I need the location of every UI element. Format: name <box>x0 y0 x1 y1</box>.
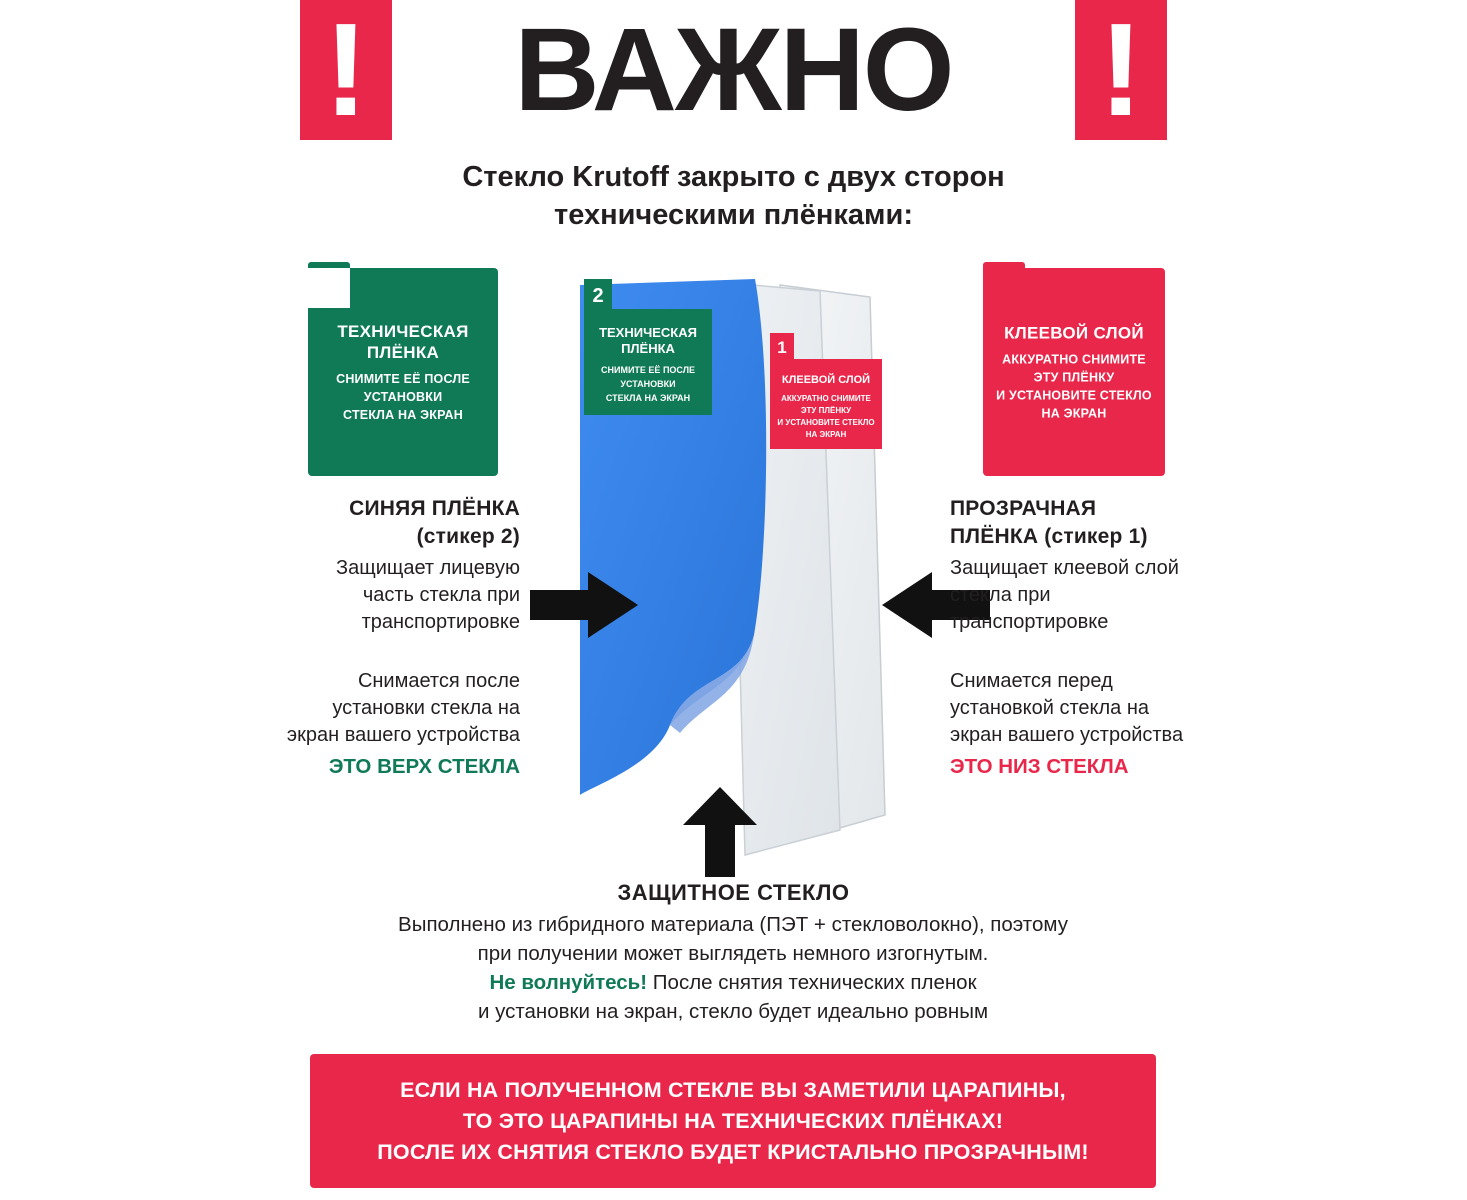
green-card-title-line1: ТЕХНИЧЕСКАЯ <box>337 322 469 341</box>
blue-sheet-sub-2: УСТАНОВКИ <box>620 379 676 389</box>
clear-sheet-sub-2: ЭТУ ПЛЁНКУ <box>800 406 852 415</box>
right-label-heading-2: ПЛЁНКА (стикер 1) <box>950 525 1148 548</box>
arrow-up-icon <box>680 785 760 877</box>
green-card <box>308 268 498 476</box>
glass-section-title: ЗАЩИТНОЕ СТЕКЛО <box>617 880 850 905</box>
subtitle-line-2: техническими плёнками: <box>554 199 913 231</box>
blue-sheet-title-2: ПЛЁНКА <box>621 341 675 356</box>
glass-line-3-bold: Не волнуйтесь! <box>489 971 648 994</box>
subtitle <box>0 158 1467 234</box>
clear-sheet-number-text: 1 <box>777 338 787 357</box>
red-card-sub2: ЭТУ ПЛЁНКУ <box>1033 370 1115 385</box>
red-card <box>983 268 1165 476</box>
red-card-title: КЛЕЕВОЙ СЛОЙ <box>1004 323 1144 343</box>
red-card-sub4: НА ЭКРАН <box>1041 406 1107 421</box>
page-title: ВАЖНО <box>514 4 953 136</box>
exclamation-right-icon: ! <box>1075 0 1167 140</box>
right-label-block <box>950 495 1190 780</box>
right-label-body-2: Снимается перед установкой стекла на экран вашего устройства <box>950 670 1184 746</box>
left-label-heading-2: (стикер 2) <box>416 525 520 548</box>
blue-sheet-sub-3: СТЕКЛА НА ЭКРАН <box>605 393 691 403</box>
clear-sheet-sub-4: НА ЭКРАН <box>805 430 847 439</box>
clear-sheet-title: КЛЕЕВОЙ СЛОЙ <box>781 374 871 386</box>
right-label-heading-1: ПРОЗРАЧНАЯ <box>950 497 1097 520</box>
glass-line-4: и установки на экран, стекло будет идеально ровным <box>477 1000 989 1023</box>
glass-layers-illustration <box>540 255 940 875</box>
green-card-notch <box>308 268 350 308</box>
exclamation-left-icon: ! <box>300 0 392 140</box>
right-label-body-1: Защищает клеевой слой стекла при транспортировке <box>950 557 1179 633</box>
left-label-body-2: Снимается после установки стекла на экран вашего устройства <box>286 670 520 746</box>
green-card-sub3: СТЕКЛА НА ЭКРАН <box>343 408 463 422</box>
footer-warning-banner <box>310 1054 1156 1188</box>
left-label-heading-1: СИНЯЯ ПЛЁНКА <box>349 497 520 520</box>
left-label-block <box>280 495 520 780</box>
footer-line-1: ЕСЛИ НА ПОЛУЧЕННОМ СТЕКЛЕ ВЫ ЗАМЕТИЛИ ЦАРАПИНЫ, <box>400 1077 1066 1102</box>
glass-line-3 <box>283 968 1183 997</box>
footer-line-3: ПОСЛЕ ИХ СНЯТИЯ СТЕКЛО БУДЕТ КРИСТАЛЬНО ПРОЗРАЧНЫМ! <box>377 1139 1089 1164</box>
blue-sheet-title-1: ТЕХНИЧЕСКАЯ <box>599 325 697 340</box>
header-banner <box>300 0 1167 143</box>
red-card-sub1: АККУРАТНО СНИМИТЕ <box>1002 352 1146 367</box>
glass-line-3-rest: После снятия технических пленок <box>647 971 977 994</box>
blue-sheet-number-text: 2 <box>592 285 604 307</box>
right-label-accent: ЭТО НИЗ СТЕКЛА <box>950 755 1129 778</box>
footer-line-2: ТО ЭТО ЦАРАПИНЫ НА ТЕХНИЧЕСКИХ ПЛЁНКАХ! <box>462 1108 1004 1133</box>
blue-sheet-sub-1: СНИМИТЕ ЕЁ ПОСЛЕ <box>600 365 696 375</box>
green-card-sub1: СНИМИТЕ ЕЁ ПОСЛЕ <box>336 372 470 386</box>
green-card-sub2: УСТАНОВКИ <box>363 390 443 404</box>
left-label-accent: ЭТО ВЕРХ СТЕКЛА <box>328 755 520 778</box>
arrow-right-icon <box>530 570 640 640</box>
glass-section-text <box>283 910 1183 1026</box>
green-card-title-line2: ПЛЁНКА <box>366 343 440 362</box>
left-label-body-1: Защищает лицевую часть стекла при транспортировке <box>336 557 520 633</box>
subtitle-line-1: Стекло Krutoff закрыто с двух сторон <box>462 161 1005 193</box>
red-card-sub3: И УСТАНОВИТЕ СТЕКЛО <box>996 388 1152 403</box>
clear-sheet-sub-1: АККУРАТНО СНИМИТЕ <box>781 394 871 403</box>
glass-line-1: Выполнено из гибридного материала (ПЭТ + стекловолокно), поэтому <box>398 913 1068 936</box>
glass-line-2: при получении может выглядеть немного изгогнутым. <box>477 942 989 965</box>
clear-sheet-sub-3: И УСТАНОВИТЕ СТЕКЛО <box>777 418 875 427</box>
